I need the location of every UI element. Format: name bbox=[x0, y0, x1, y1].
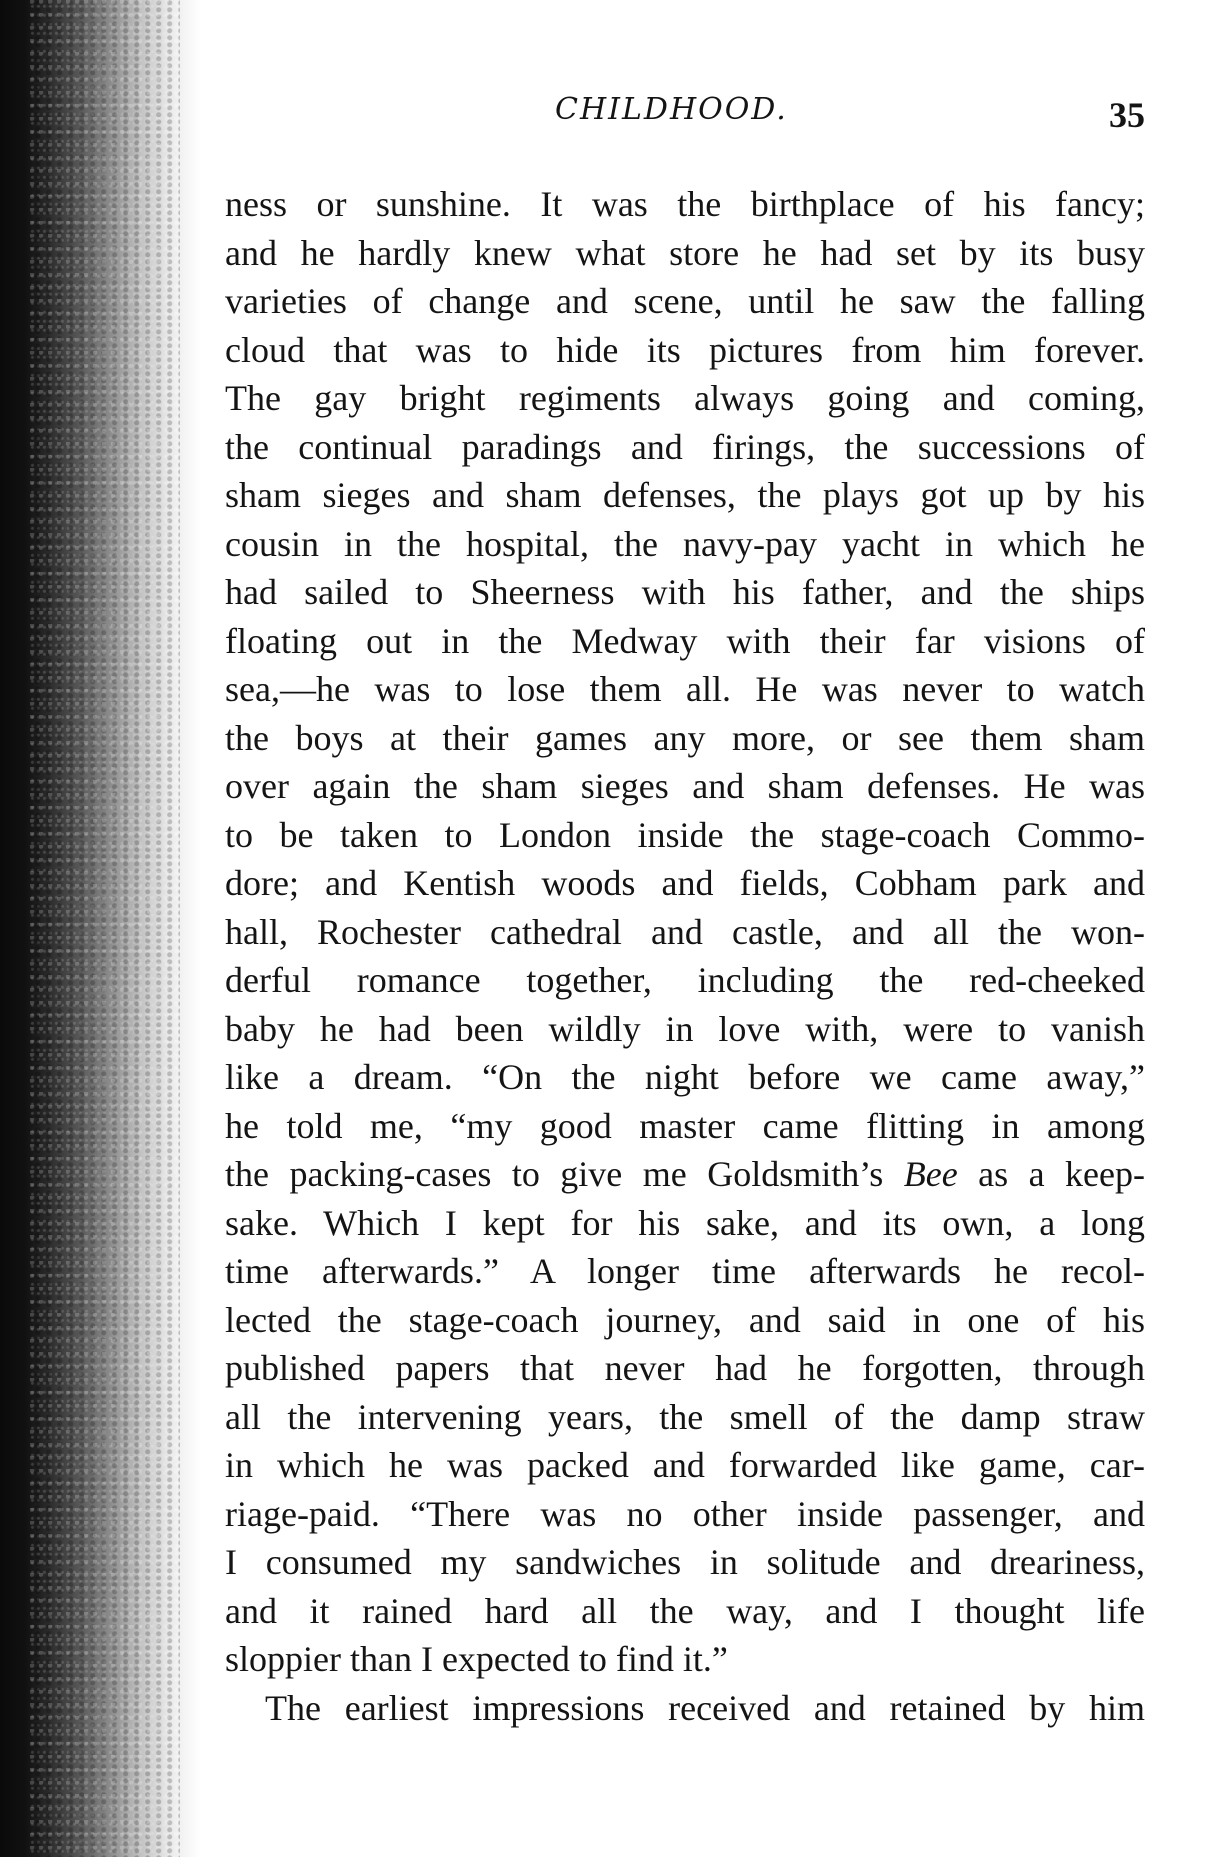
text-line: he told me, “my good master came flitting in among bbox=[225, 1105, 1145, 1146]
text-line: time afterwards.” A longer time afterwards he recol- bbox=[225, 1251, 1145, 1291]
text-line: and he hardly knew what store he had set by its busy bbox=[225, 232, 1145, 273]
text-line: sake. Which I kept for his sake, and its own, a long bbox=[225, 1202, 1145, 1243]
paragraph-first-line: The earliest impressions received and retained by him bbox=[265, 1687, 1145, 1728]
text-line: I consumed my sandwiches in solitude and dreariness, bbox=[225, 1542, 1145, 1582]
text-line: riage-paid. “There was no other inside passenger, and bbox=[225, 1493, 1145, 1534]
page-number: 35 bbox=[1109, 95, 1145, 135]
text-line: all the intervening years, the smell of the damp straw bbox=[225, 1396, 1145, 1437]
text-segment: as a keep- bbox=[957, 1154, 1145, 1194]
text-line: dore; and Kentish woods and fields, Cobham park and bbox=[225, 863, 1145, 903]
text-line: to be taken to London inside the stage-coach Commo- bbox=[225, 814, 1145, 855]
text-segment: the packing-cases to give me Goldsmith’s bbox=[225, 1154, 904, 1194]
text-line-with-italic bbox=[225, 1150, 1145, 1199]
running-head: CHILDHOOD. bbox=[555, 92, 788, 127]
book-page bbox=[225, 0, 1145, 1857]
text-line: and it rained hard all the way, and I thought life bbox=[225, 1590, 1145, 1631]
text-line: cousin in the hospital, the navy-pay yacht in which he bbox=[225, 523, 1145, 564]
text-line: derful romance together, including the red-cheeked bbox=[225, 960, 1145, 1000]
body-text bbox=[225, 180, 1145, 1732]
text-line: published papers that never had he forgotten, through bbox=[225, 1348, 1145, 1388]
text-line: cloud that was to hide its pictures from him forever. bbox=[225, 329, 1145, 370]
text-line: hall, Rochester cathedral and castle, and all the won- bbox=[225, 911, 1145, 952]
text-line: sham sieges and sham defenses, the plays got up by his bbox=[225, 475, 1145, 515]
text-line: ness or sunshine. It was the birthplace of his fancy; bbox=[225, 184, 1145, 224]
text-line: the boys at their games any more, or see them sham bbox=[225, 717, 1145, 758]
text-line: varieties of change and scene, until he saw the falling bbox=[225, 281, 1145, 321]
text-line: over again the sham sieges and sham defenses. He was bbox=[225, 766, 1145, 806]
text-line: the continual paradings and firings, the successions of bbox=[225, 426, 1145, 467]
gutter-scan-noise bbox=[30, 0, 180, 1857]
book-title-italic: Bee bbox=[903, 1154, 958, 1194]
paragraph-last-line: sloppier than I expected to find it.” bbox=[225, 1639, 728, 1679]
text-line: like a dream. “On the night before we came away,” bbox=[225, 1057, 1145, 1097]
text-line: sea,—he was to lose them all. He was never to watch bbox=[225, 669, 1145, 709]
text-line: in which he was packed and forwarded like game, car- bbox=[225, 1445, 1145, 1485]
text-line: floating out in the Medway with their far visions of bbox=[225, 620, 1145, 661]
text-line: lected the stage-coach journey, and said in one of his bbox=[225, 1299, 1145, 1340]
text-line: baby he had been wildly in love with, were to vanish bbox=[225, 1008, 1145, 1049]
text-line: The gay bright regiments always going and coming, bbox=[225, 378, 1145, 418]
text-line: had sailed to Sheerness with his father, and the ships bbox=[225, 572, 1145, 612]
